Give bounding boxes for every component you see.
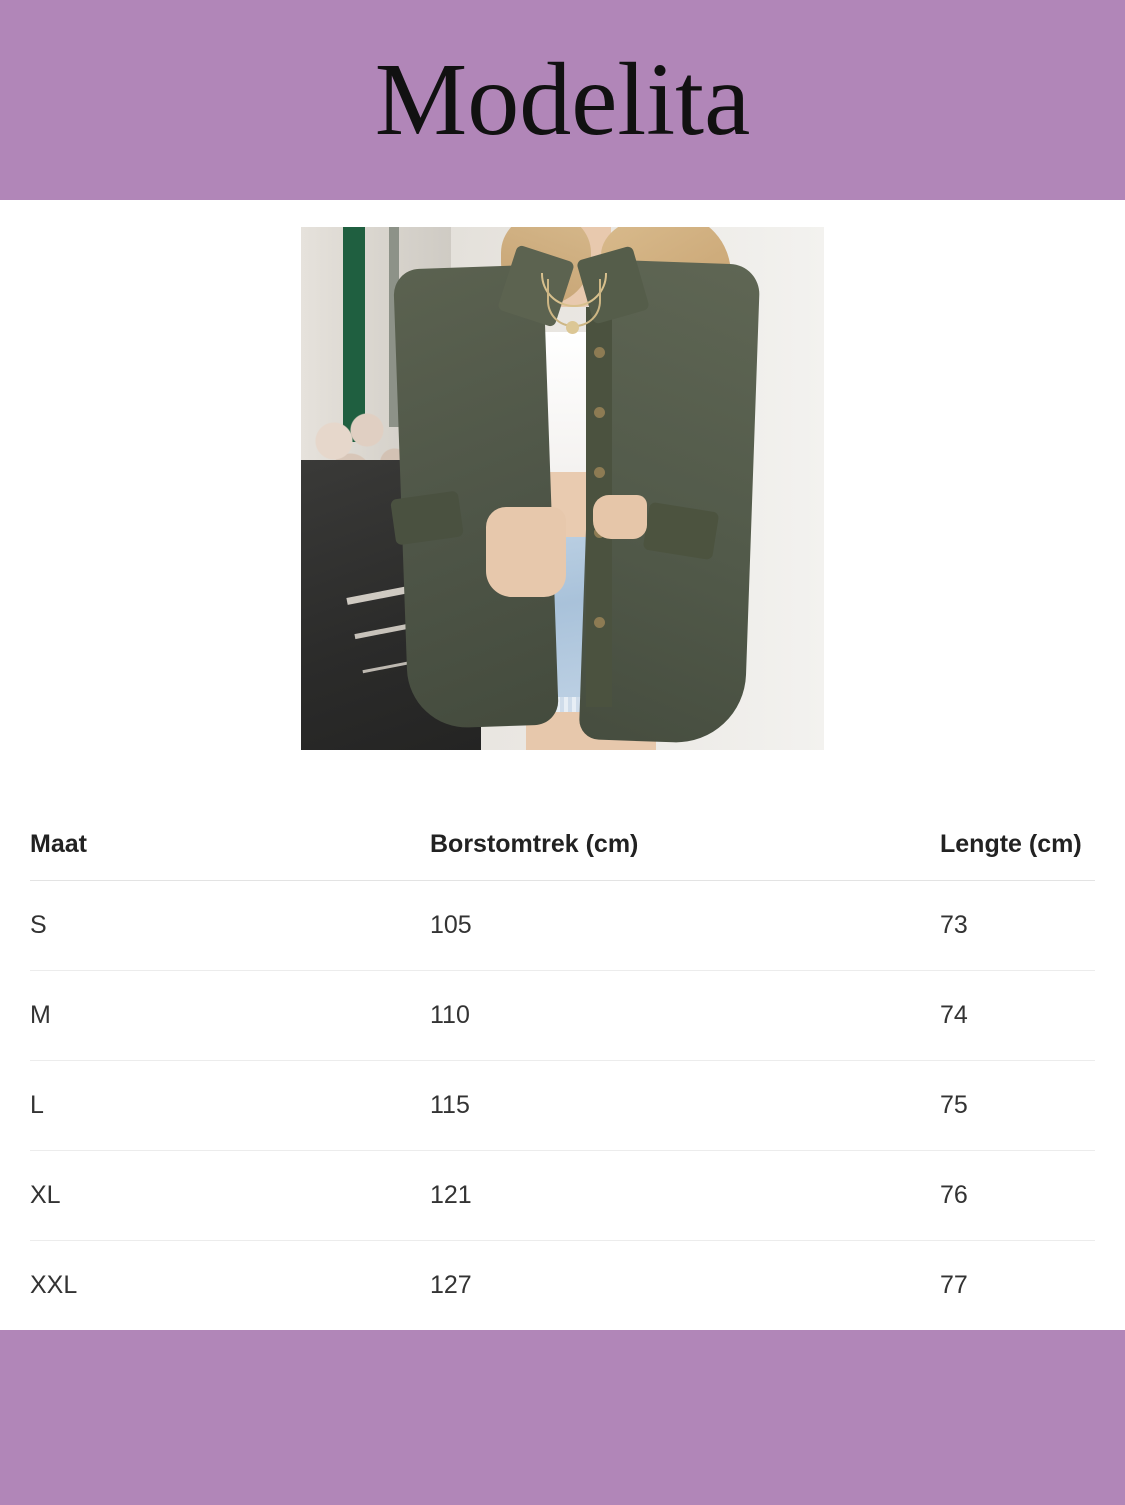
shirt-button bbox=[594, 617, 605, 628]
product-shirt-cuff-left bbox=[390, 490, 464, 545]
table-row bbox=[30, 1151, 1095, 1241]
shirt-button bbox=[594, 347, 605, 358]
cell-borstomtrek: 121 bbox=[430, 1151, 940, 1241]
cell-lengte: 74 bbox=[940, 971, 1095, 1061]
product-photo bbox=[301, 227, 824, 750]
size-table-body bbox=[30, 881, 1095, 1331]
cell-lengte: 77 bbox=[940, 1271, 968, 1299]
model-arm-hand bbox=[486, 507, 566, 597]
cell-borstomtrek: 127 bbox=[430, 1271, 472, 1299]
cell-lengte: 76 bbox=[940, 1151, 1095, 1241]
shirt-button bbox=[594, 407, 605, 418]
cell-maat: XXL bbox=[30, 1271, 78, 1299]
cell-borstomtrek: 115 bbox=[430, 1061, 940, 1151]
table-header-row bbox=[30, 808, 1095, 881]
cell-lengte: 75 bbox=[940, 1061, 1095, 1151]
column-header-borstomtrek: Borstomtrek (cm) bbox=[430, 808, 940, 881]
column-header-maat: Maat bbox=[30, 808, 430, 881]
size-table-container bbox=[30, 808, 1095, 1330]
brand-header bbox=[0, 0, 1125, 200]
cell-maat: XL bbox=[30, 1151, 430, 1241]
table-row bbox=[30, 1061, 1095, 1151]
cell-lengte: 73 bbox=[940, 881, 1095, 971]
model-necklace-pendant bbox=[566, 321, 579, 334]
model-necklace-inner bbox=[547, 279, 601, 327]
cell-maat: M bbox=[30, 971, 430, 1061]
page-footer bbox=[0, 1330, 1125, 1505]
cell-maat: S bbox=[30, 881, 430, 971]
brand-logo: Modelita bbox=[374, 42, 751, 157]
table-row bbox=[30, 1241, 1095, 1331]
main-content bbox=[0, 200, 1125, 1330]
model-hand-right bbox=[593, 495, 647, 539]
table-row bbox=[30, 971, 1095, 1061]
table-row bbox=[30, 881, 1095, 971]
size-table-head bbox=[30, 808, 1095, 881]
cell-maat: L bbox=[30, 1061, 430, 1151]
size-table bbox=[30, 808, 1095, 1330]
shirt-button bbox=[594, 467, 605, 478]
cell-borstomtrek: 110 bbox=[430, 971, 940, 1061]
column-header-lengte: Lengte (cm) bbox=[940, 808, 1095, 881]
cell-borstomtrek: 105 bbox=[430, 881, 940, 971]
